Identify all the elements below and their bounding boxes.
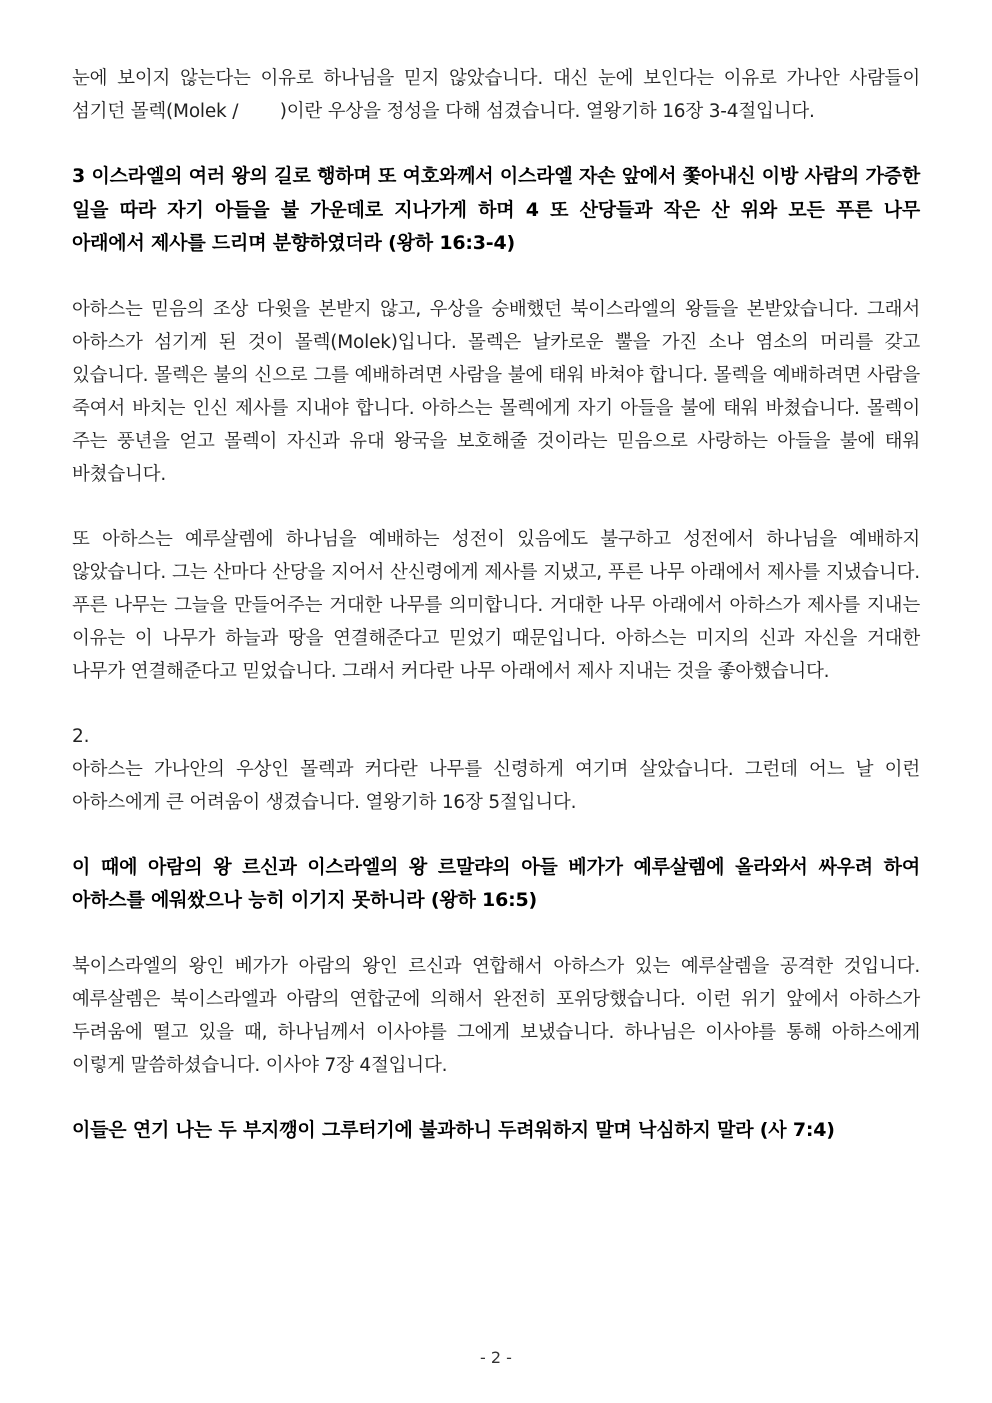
- scripture-quote: 3 이스라엘의 여러 왕의 길로 행하며 또 여호와께서 이스라엘 자손 앞에서 쫓아내신 이방 사람의 가증한 일을 따라 자기 아들을 불 가운데로 지나가게 하며 4 또 산당들과 작은 산 위와 모든 푸른 나무 아래에서 제사를 드리며 분향하였더라 (왕하 16:3-4): [72, 165, 920, 254]
- body-paragraph: 아하스는 믿음의 조상 다윗을 본받지 않고, 우상을 숭배했던 북이스라엘의 왕들을 본받았습니다. 그래서 아하스가 섬기게 된 것이 몰렉(Molek)입니다. 몰렉은 날카로운 뿔을 가진 소나 염소의 머리를 갖고 있습니다. 몰렉은 불의 신으로 그를 예배하려면 사람을 불에 태워 바쳐야 합니다. 몰렉을 예배하려면 사람을 죽여서 바치는 인신 제사를 지내야 합니다. 아하스는 몰렉에게 자기 아들을 불에 태워 바쳤습니다. 몰렉이 주는 풍년을 얻고 몰렉이 자신과 유대 왕국을 보호해줄 것이라는 믿음으로 사랑하는 아들을 불에 태워 바쳤습니다.: [72, 298, 920, 485]
- scripture-quote: 이들은 연기 나는 두 부지깽이 그루터기에 불과하니 두려워하지 말며 낙심하지 말라 (사 7:4): [72, 1118, 835, 1141]
- body-paragraph: 눈에 보이지 않는다는 이유로 하나님을 믿지 않았습니다. 대신 눈에 보인다는 이유로 가나안 사람들이 섬기던 몰렉(Molek / ᅠᅠ)이란 우상을 정성을 다해 섬겼습니다. 열왕기하 16장 3-4절입니다.: [72, 68, 920, 122]
- body-paragraph: 아하스는 가나안의 우상인 몰렉과 커다란 나무를 신령하게 여기며 살았습니다. 그런데 어느 날 이런 아하스에게 큰 어려움이 생겼습니다. 열왕기하 16장 5절입니다.: [72, 758, 920, 813]
- document-page: [72, 62, 920, 1179]
- body-paragraph: 북이스라엘의 왕인 베가가 아람의 왕인 르신과 연합해서 아하스가 있는 예루살렘을 공격한 것입니다. 예루살렘은 북이스라엘과 아람의 연합군에 의해서 완전히 포위당했습니다. 이런 위기 앞에서 아하스가 두려움에 떨고 있을 때, 하나님께서 이사야를 그에게 보냈습니다. 하나님은 이사야를 통해 아하스에게 이렇게 말씀하셨습니다. 이사야 7장 4절입니다.: [72, 955, 920, 1076]
- section-number: 2.: [72, 725, 90, 747]
- scripture-quote: 이 때에 아람의 왕 르신과 이스라엘의 왕 르말랴의 아들 베가가 예루살렘에 올라와서 싸우려 하여 아하스를 에워쌌으나 능히 이기지 못하니라 (왕하 16:5): [72, 855, 920, 911]
- body-paragraph: 또 아하스는 예루살렘에 하나님을 예배하는 성전이 있음에도 불구하고 성전에서 하나님을 예배하지 않았습니다. 그는 산마다 산당을 지어서 산신령에게 제사를 지냈고, 푸른 나무 아래에서 제사를 지냈습니다. 푸른 나무는 그늘을 만들어주는 거대한 나무를 의미합니다. 거대한 나무 아래에서 아하스가 제사를 지내는 이유는 이 나무가 하늘과 땅을 연결해준다고 믿었기 때문입니다. 아하스는 미지의 신과 자신을 거대한 나무가 연결해준다고 믿었습니다. 그래서 커다란 나무 아래에서 제사 지내는 것을 좋아했습니다.: [72, 528, 920, 682]
- page-number: - 2 -: [480, 1348, 512, 1367]
